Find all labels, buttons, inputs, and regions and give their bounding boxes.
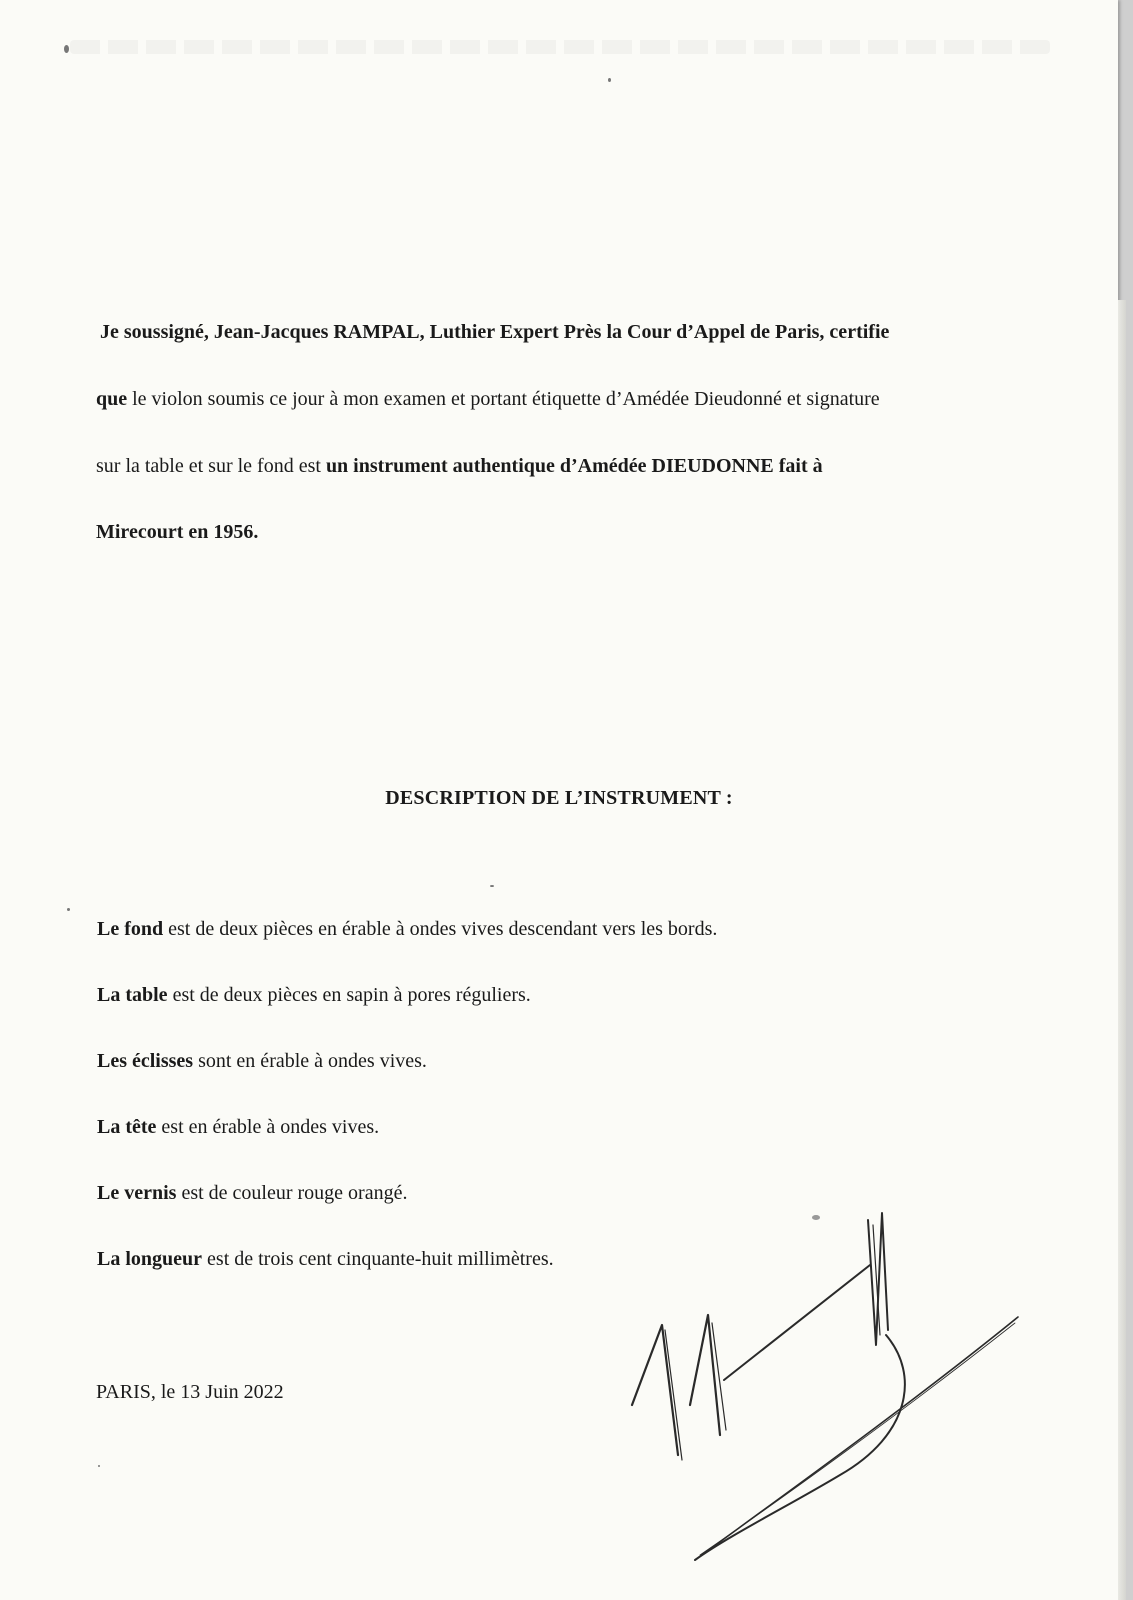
description-term: Les éclisses [97, 1050, 194, 1072]
certification-line-4: Mirecourt en 1956. [96, 521, 259, 543]
description-text: est de deux pièces en sapin à pores réguliers. [167, 984, 531, 1006]
description-term: Le vernis [97, 1182, 177, 1204]
certification-que: que [96, 388, 128, 410]
description-text: sont en érable à ondes vives. [193, 1050, 427, 1072]
description-item [97, 919, 717, 939]
certification-line-1: Je soussigné, Jean-Jacques RAMPAL, Luthier Expert Près la Cour d’Appel de Paris, certifie [100, 321, 890, 343]
certification-authenticity: un instrument authentique d’Amédée DIEUDONNE fait à [325, 455, 823, 477]
description-text: est en érable à ondes vives. [156, 1116, 380, 1138]
paper-speck [98, 1465, 100, 1467]
description-text: est de couleur rouge orangé. [176, 1182, 408, 1204]
certification-line-3-text: sur la table et sur le fond est [96, 455, 326, 477]
paper-speck [64, 45, 69, 53]
description-item [97, 1183, 407, 1203]
description-term: La longueur [97, 1248, 203, 1270]
certification-line-2 [96, 389, 1016, 409]
handwritten-signature [620, 1205, 1040, 1565]
paper-speck [812, 1215, 820, 1220]
description-item [97, 1249, 554, 1269]
description-item [97, 985, 531, 1005]
description-text: est de trois cent cinquante-huit millimètres. [202, 1248, 554, 1270]
description-term: La tête [97, 1116, 157, 1138]
description-item [97, 1117, 379, 1137]
paper-speck [67, 908, 70, 911]
certification-line-2-text: le violon soumis ce jour à mon examen et portant étiquette d’Amédée Dieudonné et signature [127, 388, 880, 410]
paper-speck [490, 885, 494, 887]
description-term: Le fond [97, 918, 164, 940]
faded-letterhead [70, 40, 1050, 54]
place-and-date: PARIS, le 13 Juin 2022 [96, 1381, 284, 1403]
paper-speck [608, 78, 611, 82]
description-text: est de deux pièces en érable à ondes vives descendant vers les bords. [163, 918, 718, 940]
certification-line-3 [96, 456, 1016, 476]
description-item [97, 1051, 427, 1071]
description-term: La table [97, 984, 168, 1006]
description-heading: DESCRIPTION DE L’INSTRUMENT : [385, 787, 733, 809]
